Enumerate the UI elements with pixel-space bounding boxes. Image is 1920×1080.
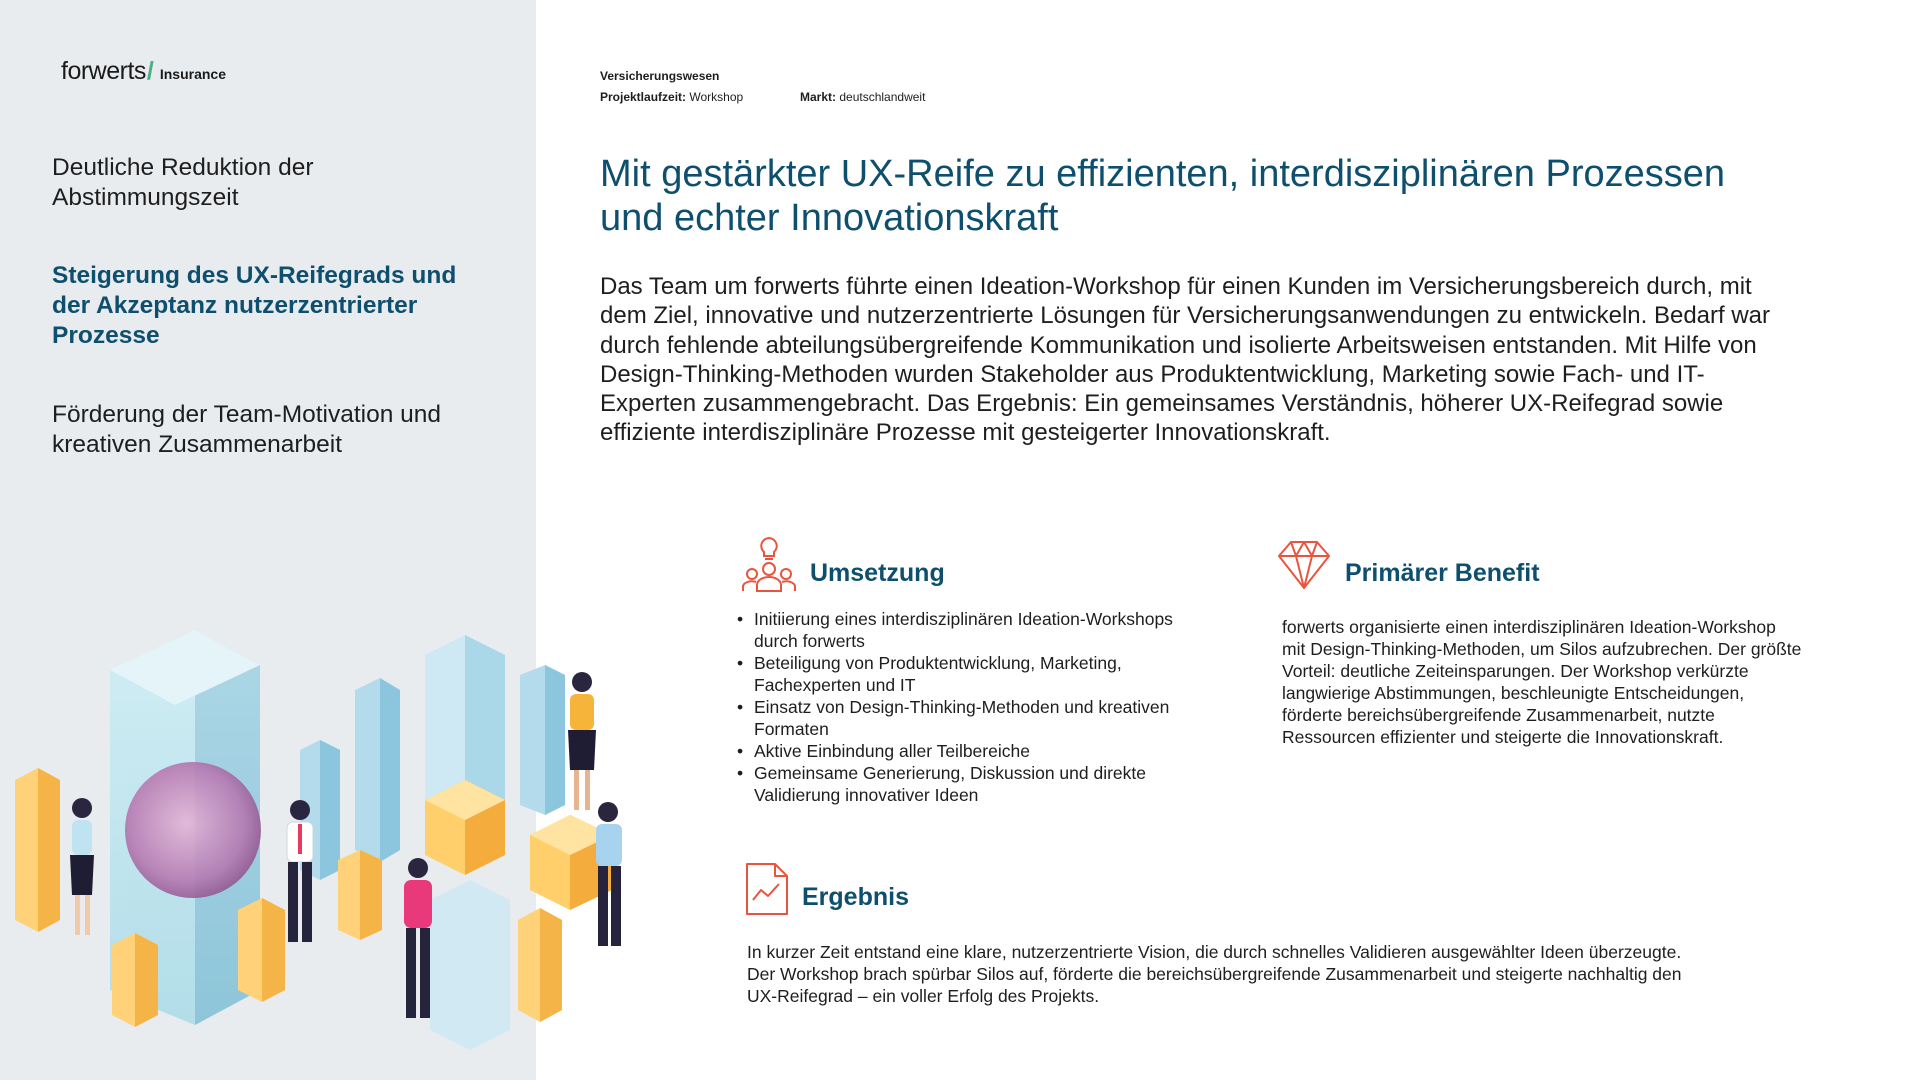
list-item: • Beteiligung von Produktentwicklung, Marketing, Fachexperten und IT	[737, 652, 1217, 696]
outcome-item[interactable]: Deutliche Reduktion der Abstimmungszeit	[52, 154, 314, 211]
logo-subtitle: Insurance	[159, 66, 226, 82]
team-idea-icon	[742, 536, 796, 592]
list-item: • Einsatz von Design-Thinking-Methoden und kreativen Formaten	[737, 696, 1217, 740]
benefit-heading: Primärer Benefit	[1345, 559, 1540, 587]
project-duration: Projektlaufzeit: Workshop	[600, 90, 744, 104]
list-item: • Initiierung eines interdisziplinären Ideation-Workshops durch forwerts	[737, 608, 1217, 652]
list-item: • Aktive Einbindung aller Teilbereiche	[737, 740, 1217, 762]
team-blocks-illustration	[0, 610, 660, 1050]
outcome-item-active[interactable]: Steigerung des UX-Reifegrads und der Akzeptanz nutzerzentrierter Prozesse	[52, 262, 457, 349]
benefit-text: forwerts organisierte einen interdisziplinären Ideation-Workshop mit Design-Thinking-Methoden, um Silos aufzubrechen. Der größte Vorteil: deutliche Zeiteinsparungen. Der Workshop verkürzte langwierige Abstimmungen, beschleunigte Entscheidungen, förderte bereichsübergreifende Zusammenarbeit, nutzte Ressourcen effizienter und steigerte die Innovationskraft.	[1282, 617, 1802, 747]
umsetzung-heading: Umsetzung	[810, 559, 945, 587]
intro-paragraph: Das Team um forwerts führte einen Ideation-Workshop für einen Kunden im Versicherungsbereich durch, mit dem Ziel, innovative und nutzerzentrierte Lösungen für Versicherungsanwendungen zu entwickeln. Bedarf war durch fehlende abteilungsübergreifende Kommunikation und isolierte Arbeitsweisen entstanden. Mit Hilfe von Design-Thinking-Methoden wurden Stakeholder aus Produktentwicklung, Marketing sowie Fach- und IT-Experten zusammengebracht. Das Ergebnis: Ein gemeinsames Verständnis, höherer UX-Reifegrad sowie effiziente interdisziplinäre Prozesse mit gesteigerter Innovationskraft.	[600, 273, 1771, 447]
logo-wordmark: forwerts	[61, 57, 146, 85]
market-info: Markt: deutschlandweit	[800, 90, 926, 104]
ergebnis-heading: Ergebnis	[802, 883, 909, 911]
report-chart-icon	[745, 862, 789, 916]
ergebnis-text: In kurzer Zeit entstand eine klare, nutzerzentrierte Vision, die durch schnelles Validieren ausgewählter Ideen überzeugte. Der Workshop brach spürbar Silos auf, förderte die bereichsübergreifende Zusammenarbeit und steigerte nachhaltig den UX-Reifegrad – ein voller Erfolg des Projekts.	[747, 942, 1682, 1006]
page-title: Mit gestärkter UX-Reife zu effizienten, interdisziplinären Prozessen und echter Innovationskraft	[600, 153, 1726, 239]
industry-label: Versicherungswesen	[600, 69, 720, 83]
logo-slash: /	[146, 57, 154, 85]
brand-logo[interactable]	[61, 57, 226, 86]
outcome-item[interactable]: Förderung der Team-Motivation und kreativen Zusammenarbeit	[52, 401, 442, 458]
umsetzung-list	[737, 608, 1217, 806]
diamond-icon	[1277, 540, 1331, 590]
list-item: • Gemeinsame Generierung, Diskussion und direkte Validierung innovativer Ideen	[737, 762, 1217, 806]
